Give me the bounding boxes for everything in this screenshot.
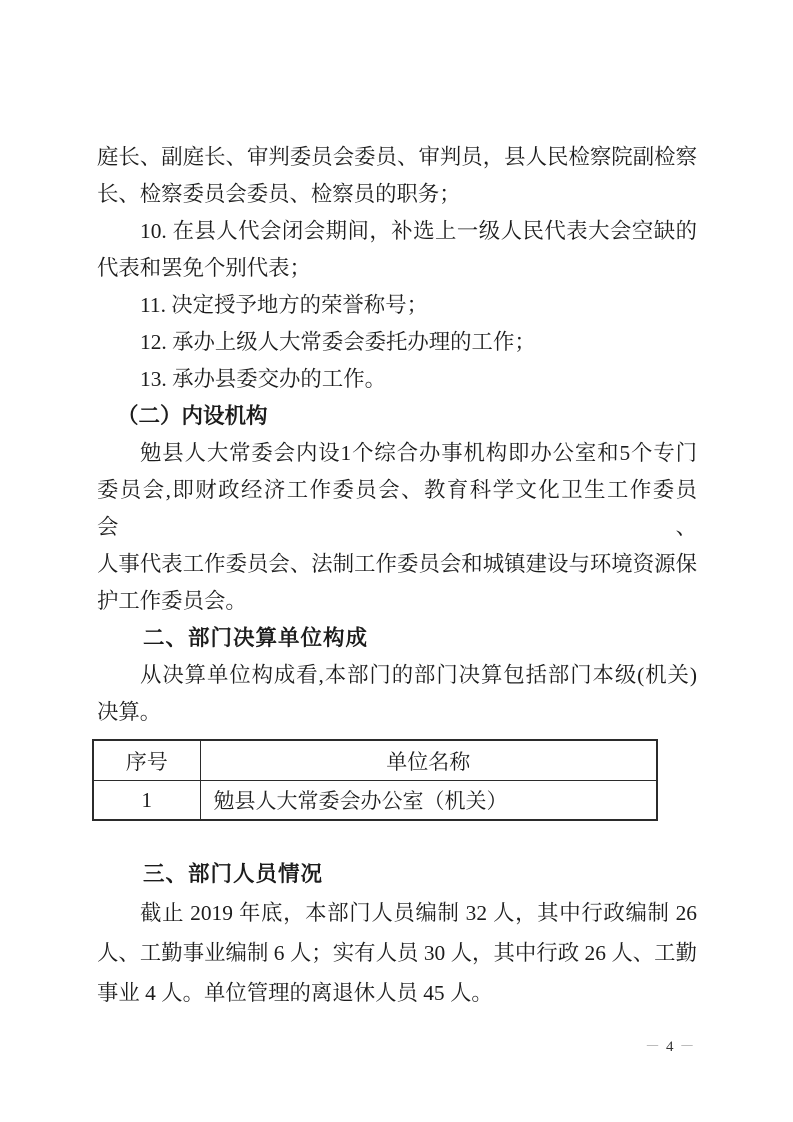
page-number-dash: － xyxy=(679,1039,696,1055)
paragraph-staffing xyxy=(97,893,697,1013)
cell-unit-name: 勉县人大常委会办公室（机关） xyxy=(200,781,657,821)
text-line: 委员会,即财政经济工作委员会、教育科学文化卫生工作委员会、 xyxy=(97,478,697,539)
text-line: 13. 承办县委交办的工作。 xyxy=(140,367,386,391)
table-row xyxy=(93,781,657,821)
list-item-13 xyxy=(97,361,697,398)
heading-section-3: 三、部门人员情况 xyxy=(143,862,324,886)
text-line: 截止 2019 年底，本部门人员编制 32 人，其中行政编制 26 xyxy=(140,901,697,925)
column-header-unit-name: 单位名称 xyxy=(200,740,657,781)
list-item-11 xyxy=(97,287,697,324)
paragraph-judicial-continuation xyxy=(97,139,697,213)
page-number-dash: － xyxy=(645,1039,662,1055)
text-line: 护工作委员会。 xyxy=(97,589,247,613)
document-body xyxy=(97,139,697,1013)
table-header-row xyxy=(93,740,657,781)
text-line: 从决算单位构成看,本部门的部门决算包括部门本级(机关) xyxy=(140,663,697,687)
list-item-10 xyxy=(97,213,697,287)
text-line: 10. 在县人代会闭会期间，补选上一级人民代表大会空缺的 xyxy=(140,219,697,243)
text-line: 11. 决定授予地方的荣誉称号； xyxy=(140,293,428,317)
page-number xyxy=(645,1035,696,1056)
text-line: 12. 承办上级人大常委会委托办理的工作； xyxy=(140,330,536,354)
cell-index: 1 xyxy=(93,781,200,821)
list-item-12 xyxy=(97,324,697,361)
text-line: 人事代表工作委员会、法制工作委员会和城镇建设与环境资源保 xyxy=(97,552,697,576)
paragraph-budget-units xyxy=(97,657,697,731)
text-line: 庭长、副庭长、审判委员会委员、审判员，县人民检察院副检察 xyxy=(97,145,697,169)
text-line: 代表和罢免个别代表； xyxy=(97,256,311,280)
budget-unit-table xyxy=(92,739,658,821)
text-line: 决算。 xyxy=(97,700,162,724)
text-line: 事业 4 人。单位管理的离退休人员 45 人。 xyxy=(97,981,493,1005)
text-line: 长、检察委员会委员、检察员的职务； xyxy=(97,182,461,206)
heading-section-2: 二、部门决算单位构成 xyxy=(143,626,369,650)
text-line: 人、工勤事业编制 6 人；实有人员 30 人，其中行政 26 人、工勤 xyxy=(97,941,697,965)
heading-internal-structure: （二）内设机构 xyxy=(117,404,268,428)
page-number-value: 4 xyxy=(666,1039,675,1055)
paragraph-internal-structure xyxy=(97,435,697,620)
text-line: 勉县人大常委会内设1个综合办事机构即办公室和5个专门 xyxy=(140,441,697,465)
column-header-index: 序号 xyxy=(93,740,200,781)
